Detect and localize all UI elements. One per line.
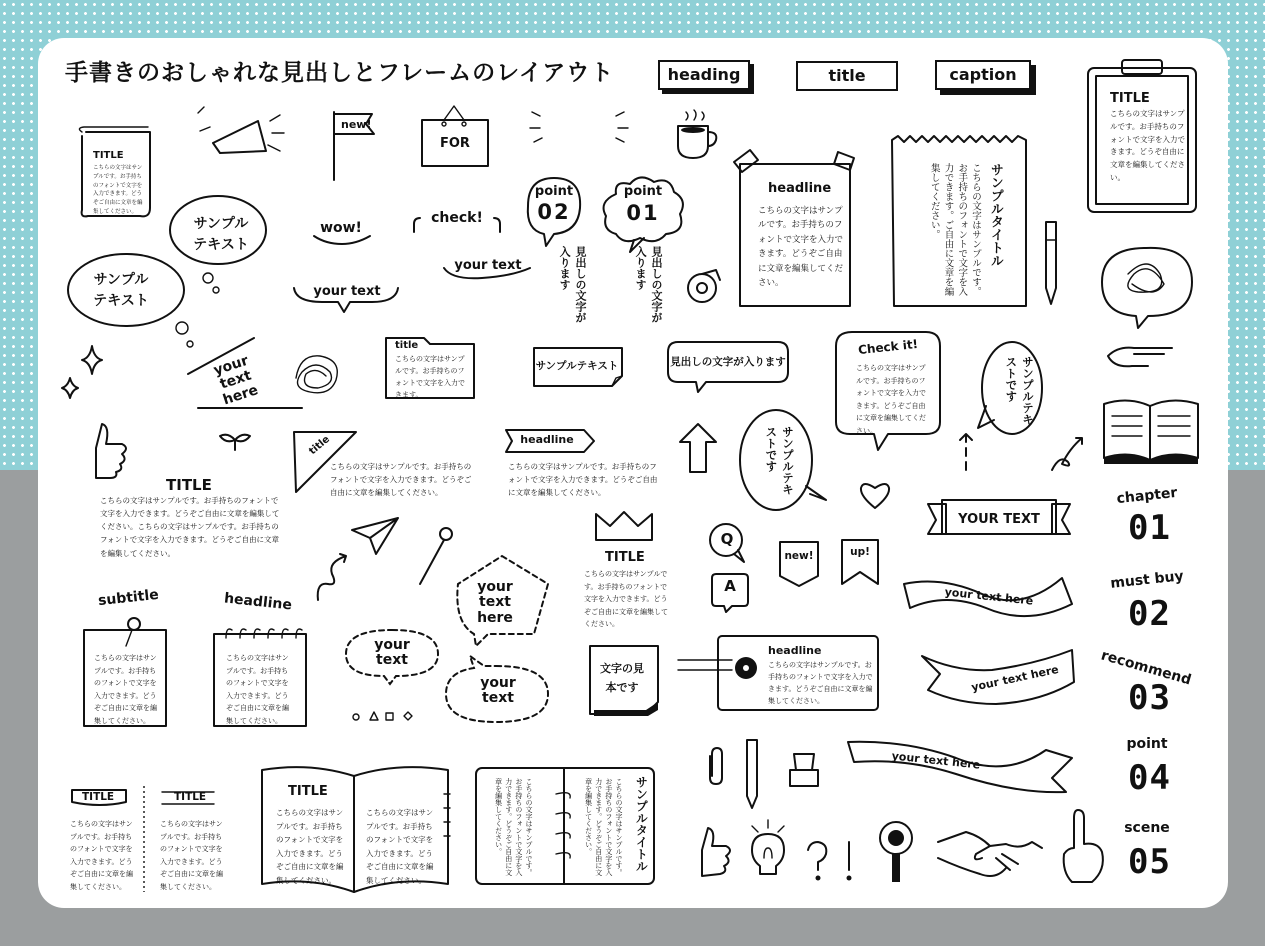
sheet-card — [38, 38, 1228, 908]
sparkle-icon — [60, 344, 110, 404]
a-text: A — [724, 577, 736, 595]
small-title-2-body: こちらの文字はサンプルです。お手持ちのフォントで文字を入力できます。どうぞご自由に文章を編集してください。 — [160, 820, 223, 891]
title-label[interactable]: title — [796, 61, 898, 91]
triangle-title: title — [307, 433, 333, 458]
open-book-left: こちらの文字はサンプルです。お手持ちのフォントで文字を入力できます。どうぞご自由に文章を編集してください。 — [276, 808, 344, 885]
dashed-pentagon-text: your text here — [477, 579, 513, 626]
point-01-text: 見出しの文字が入ります — [634, 246, 663, 323]
wow-text: wow! — [320, 220, 362, 236]
rounded-bubble-text: 見出しの文字が入ります — [670, 356, 786, 368]
new-badge — [778, 540, 820, 586]
chapter-label-3: recommend — [1099, 647, 1193, 689]
your-text-ribbon-label: YOUR TEXT — [958, 512, 1040, 527]
scroll-body: こちらの文字はサンプルです。お手持ちのフォントで文字を入力できます。どうぞご自由に文章を編集してください。 — [93, 165, 143, 215]
chapter-num-1: 01 — [1128, 508, 1171, 548]
ring-book-col2: こちらの文字はサンプルです。お手持ちのフォントで文字を入力できます。どうぞご自由に文章を編集してください。 — [494, 778, 533, 876]
up-badge-text: up! — [850, 546, 870, 558]
sample-text-tag-label: サンプルテキスト — [535, 360, 619, 372]
dashed-oval-2-text: your text — [480, 675, 516, 707]
small-title-1: TITLE — [82, 791, 115, 803]
chapter-num-4: 04 — [1128, 758, 1171, 798]
binder-clip-icon — [784, 750, 824, 788]
clipboard-body: こちらの文字はサンプルです。お手持ちのフォントで文字を入力できます。どうぞ自由に文章を編集してください。 — [1110, 109, 1185, 182]
oval-vertical-text-1: サンプルテキストです — [1004, 356, 1035, 425]
small-title-2: TITLE — [174, 791, 207, 803]
chapter-label-4: point — [1126, 736, 1168, 752]
crown-title: TITLE — [605, 550, 645, 565]
coffee-cup-icon — [674, 108, 724, 163]
open-book-right: こちらの文字はサンプルです。お手持ちのフォントで文字を入力できます。どうぞご自由に文章を編集してください。 — [366, 808, 434, 885]
oval-vertical-text-2: サンプルテキストです — [764, 426, 795, 495]
check-it-title: Check it! — [857, 336, 919, 358]
pointing-up-hand-icon — [1058, 808, 1108, 886]
magnifier-icon — [876, 820, 916, 884]
sprout-icon — [218, 430, 252, 452]
flag-text: new! — [341, 118, 372, 131]
headline-arrow-body: こちらの文字はサンプルです。お手持ちのフォントで文字を入力できます。どうぞご自由に文章を編集してください。 — [508, 462, 658, 498]
wavy-ribbon-2-text: your text here — [970, 662, 1060, 695]
triangle-body: こちらの文字はサンプルです。お手持ちのフォントで文字を入力できます。どうぞご自由に文章を編集してください。 — [330, 462, 472, 498]
exclamation-icon — [842, 840, 856, 884]
torn-paper-title: サンプルタイトル — [987, 163, 1003, 267]
scroll-title: TITLE — [93, 150, 124, 161]
megaphone-icon — [208, 103, 288, 168]
chapter-num-3: 03 — [1128, 678, 1171, 718]
subtitle-body: こちらの文字はサンプルです。お手持ちのフォントで文字を入力できます。どうぞご自由に文章を編集してください。 — [94, 654, 157, 725]
point-01-num: 01 — [626, 201, 660, 225]
folder-body: こちらの文字はサンプルです。お手持ちのフォントで文字を入力できます。 — [395, 355, 465, 399]
open-book-title: TITLE — [288, 784, 328, 799]
crown-icon — [594, 510, 656, 542]
tag-card-title: headline — [768, 644, 822, 657]
spark-lines — [528, 110, 638, 150]
chapter-num-5: 05 — [1128, 842, 1171, 882]
squiggle-arrow — [314, 552, 350, 604]
question-mark-icon — [804, 840, 830, 882]
check-it-body: こちらの文字はサンプルです。お手持ちのフォントで文字を入力できます。どうぞご自由に文章を編集してください。 — [856, 364, 926, 435]
q-text: Q — [720, 530, 734, 548]
your-text-2: your text — [313, 284, 381, 299]
ring-book-col1: こちらの文字はサンプルです。お手持ちのフォントで文字を入力できます。どうぞご自由に文章を編集してください。 — [584, 778, 623, 876]
subtitle-label: subtitle — [97, 586, 160, 610]
chapter-label-1: chapter — [1115, 484, 1179, 508]
scribble-bubble — [1098, 244, 1198, 330]
ring-book-title: サンプルタイトル — [634, 776, 649, 872]
heart-icon — [858, 480, 892, 510]
spiral-headline-label: headline — [223, 590, 293, 614]
page-title: 手書きのおしゃれな見出しとフレームのレイアウト — [65, 60, 615, 86]
pen-icon — [1042, 218, 1062, 308]
caption-label[interactable]: caption — [935, 60, 1031, 90]
point-02-label: point — [534, 184, 574, 199]
pencil-icon — [744, 738, 760, 810]
loop-arrow — [1048, 434, 1088, 474]
new-badge-text: new! — [784, 550, 814, 562]
title-block-body: こちらの文字はサンプルです。お手持ちのフォントで文字を入力できます。どうぞご自由に文章を編集してください。こちらの文字はサンプルです。お手持ちのフォントで文字を入力できます。どうぞご自由に文章を編集してください。 — [100, 496, 280, 558]
small-title-1-body: こちらの文字はサンプルです。お手持ちのフォントで文字を入力できます。どうぞご自由に文章を編集してください。 — [70, 820, 133, 891]
point-02-num: 02 — [537, 200, 571, 224]
heading-label[interactable]: heading — [658, 60, 750, 90]
arrow-up-icon — [678, 422, 718, 474]
pin-icon — [416, 526, 456, 586]
clipboard-title: TITLE — [1110, 91, 1150, 106]
thumbs-up-icon-2 — [694, 826, 734, 878]
tape-roll-icon — [686, 266, 726, 306]
paperclip-icon — [706, 746, 726, 786]
sticky-note-text: 文字の見本です — [600, 662, 644, 694]
oval-bubble-1-text: サンプルテキスト — [193, 216, 249, 253]
oval-bubble-2-text: サンプルテキスト — [93, 272, 149, 309]
dotted-divider — [142, 786, 146, 892]
chapter-label-2: must buy — [1109, 568, 1185, 592]
headline-arrow-title: headline — [520, 433, 574, 446]
paper-plane-icon — [350, 516, 400, 556]
folder-title: title — [395, 340, 419, 351]
pointing-hand-icon — [1104, 338, 1174, 374]
dashed-oval-1-text: your text — [374, 637, 410, 669]
your-text-1: your text — [454, 258, 522, 273]
scribble-ball — [286, 348, 346, 398]
point-01-label: point — [623, 184, 663, 199]
shape-marks — [352, 710, 422, 724]
check-text: check! — [431, 210, 483, 226]
point-02-text: 見出しの文字が入ります — [558, 246, 587, 323]
taped-note-title: headline — [768, 181, 832, 196]
chapter-label-5: scene — [1124, 820, 1170, 836]
tag-card-body: こちらの文字はサンプルです。お手持ちのフォントで文字を入力できます。どうぞご自由に文章を編集してください。 — [768, 661, 873, 705]
chapter-num-2: 02 — [1128, 594, 1171, 634]
spiral-body: こちらの文字はサンプルです。お手持ちのフォントで文字を入力できます。どうぞご自由に文章を編集してください。 — [226, 654, 289, 725]
sign-text: FOR — [440, 136, 470, 151]
taped-note-body: こちらの文字はサンプルです。お手持ちのフォントで文字を入力できます。どうぞご自由に文章を編集してください。 — [758, 206, 844, 289]
thumbs-up-icon — [86, 422, 130, 482]
crown-body: こちらの文字はサンプルです。お手持ちのフォントで文字を入力できます。どうぞご自由に文章を編集してください。 — [584, 570, 668, 629]
wavy-ribbon-3-text: your text here — [891, 749, 981, 772]
wavy-ribbon-1-text: your text here — [944, 585, 1034, 608]
diagonal-text: your text here — [211, 352, 261, 409]
dashed-arrow — [958, 432, 978, 472]
handshake-icon — [936, 828, 1046, 884]
title-block-title: TITLE — [166, 476, 212, 494]
light-bulb-icon — [748, 818, 790, 880]
open-book-icon — [1102, 394, 1202, 466]
wow-brace — [312, 234, 372, 248]
torn-paper-body: こちらの文字はサンプルです。お手持ちのフォントで文字を入力できます。ご自由に文章を編集してください。 — [928, 163, 981, 296]
